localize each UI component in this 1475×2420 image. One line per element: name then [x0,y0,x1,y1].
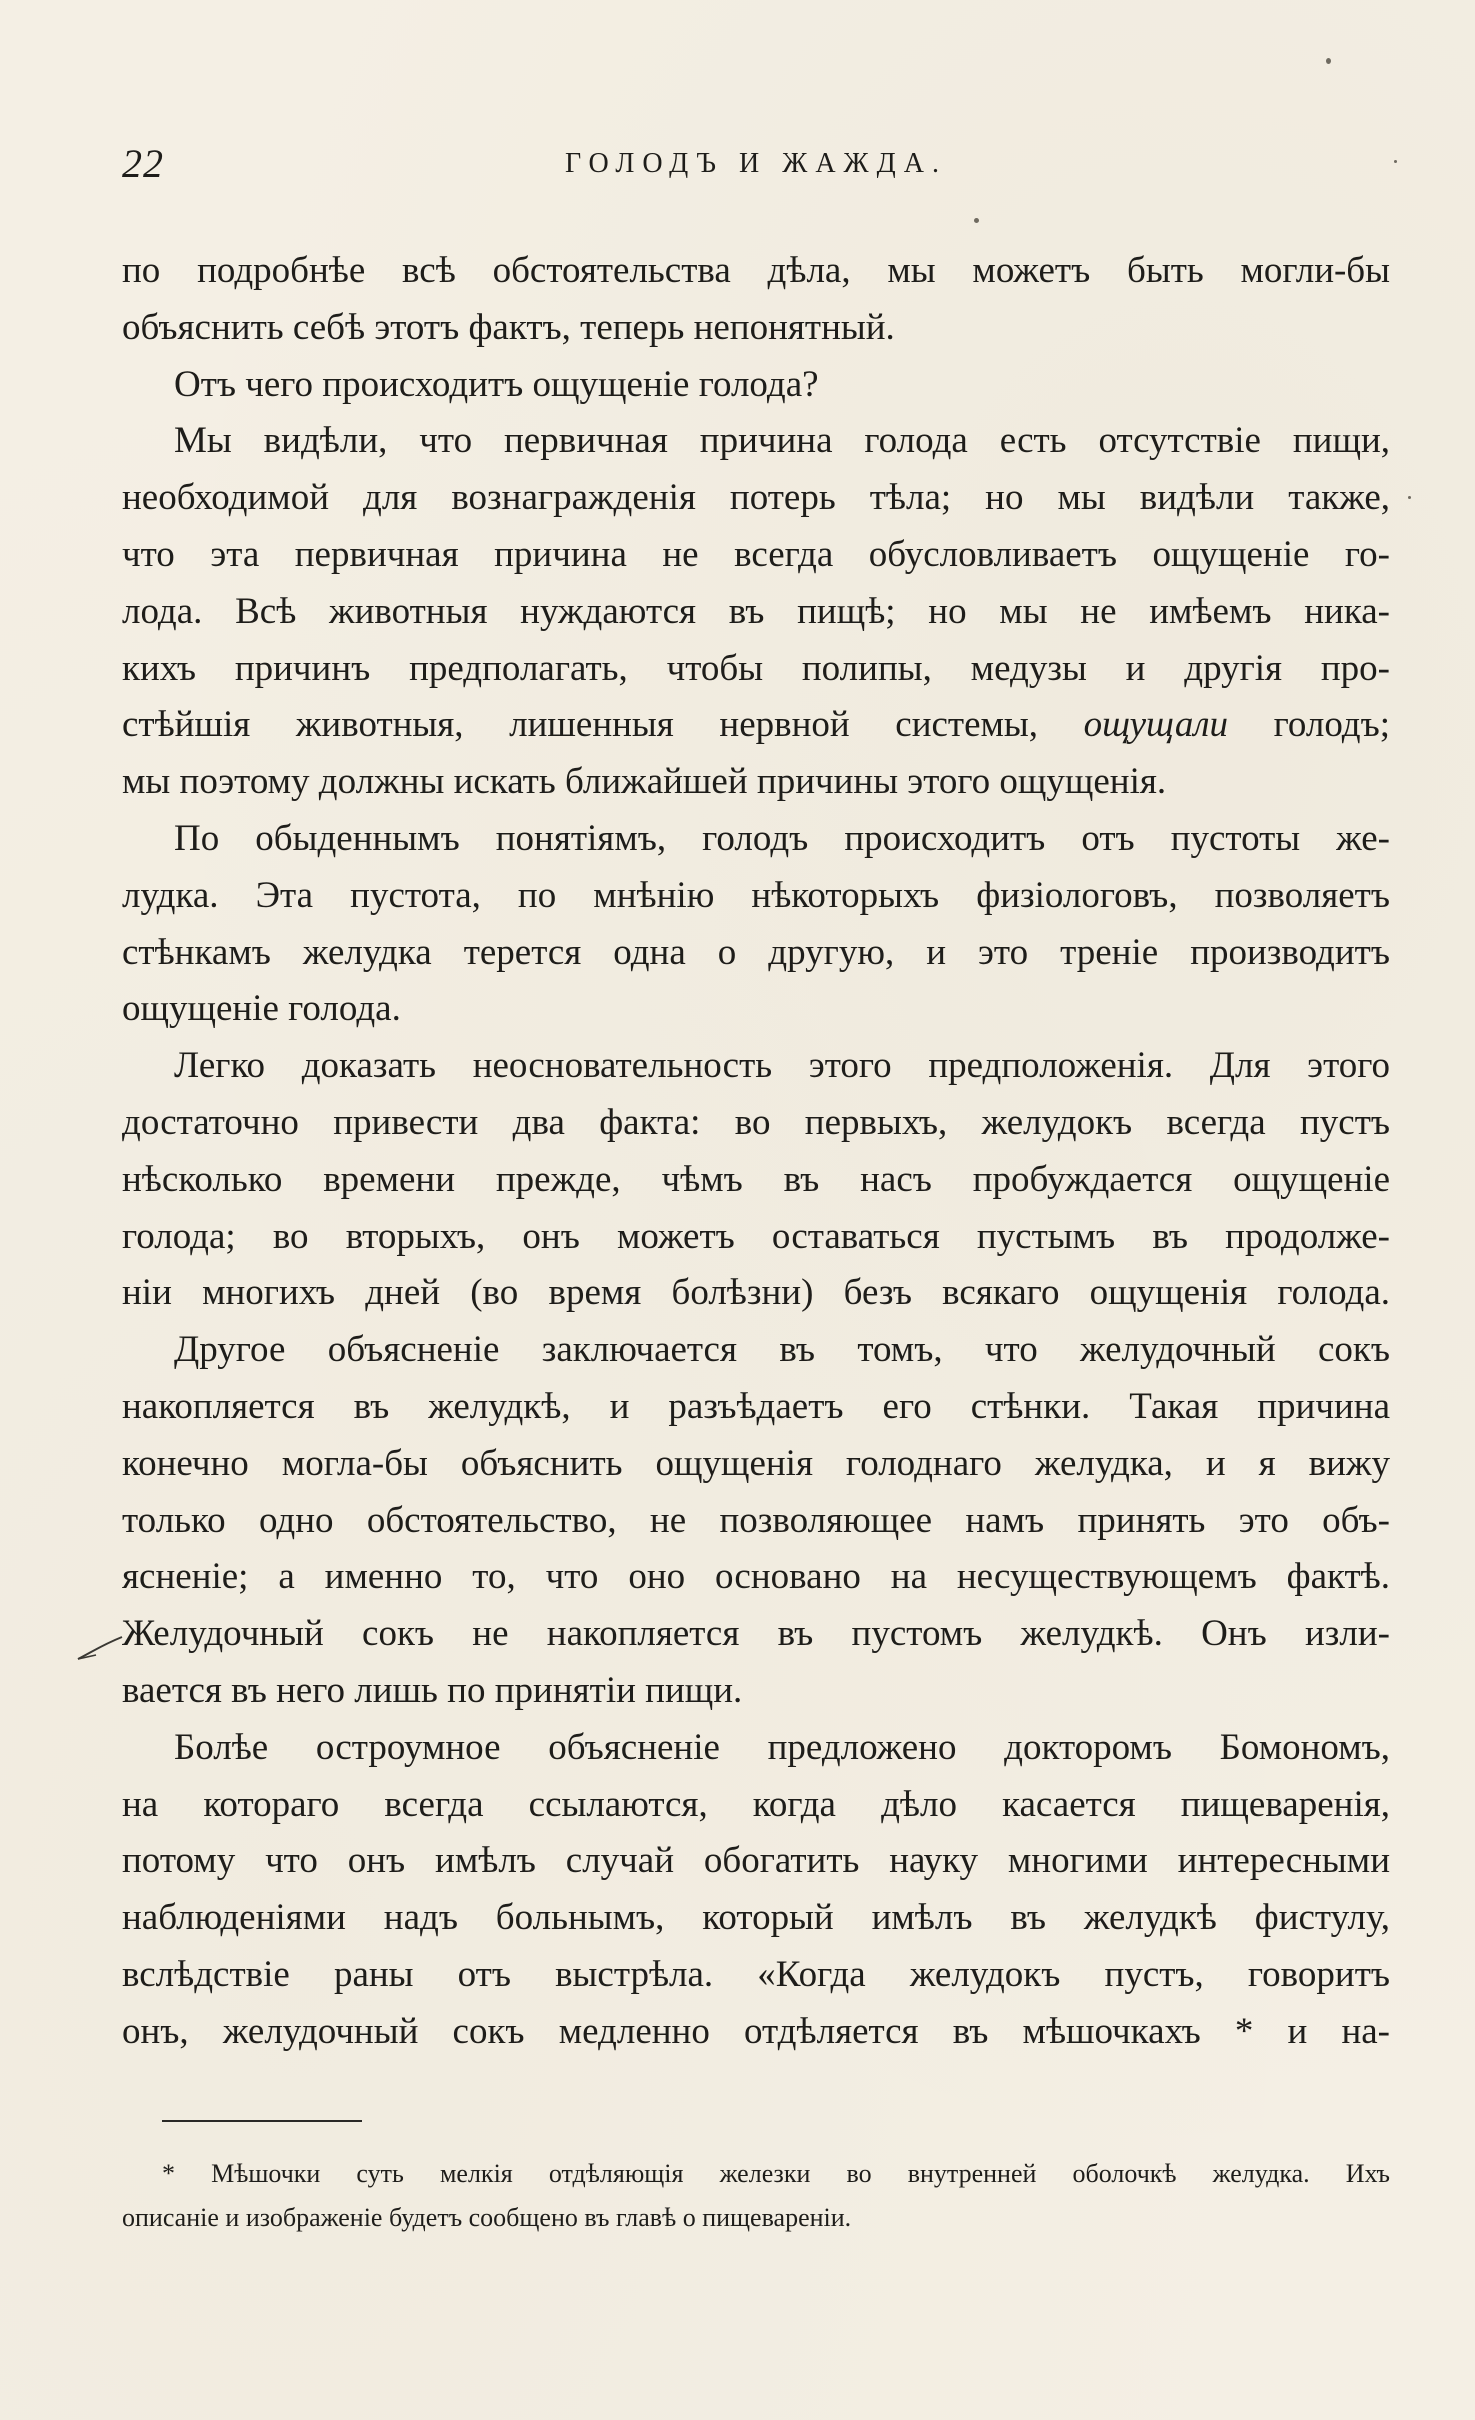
text-line: ощущеніе голода. [122,988,401,1030]
text-line: лудка. Эта пустота, по мнѣнію нѣкоторыхъ физіологовъ, позволяетъ [122,874,1390,916]
text-line: мы поэтому должны искать ближайшей причины этого ощущенія. [122,761,1167,803]
text-line: По обыденнымъ понятіямъ, голодъ происходитъ отъ пустоты же- [174,817,1390,859]
paper-speck [974,218,979,223]
text-line: достаточно привести два факта: во первыхъ, желудокъ всегда пустъ [122,1101,1390,1143]
text-line: необходимой для вознагражденія потерь тѣла; но мы видѣли также, [122,477,1390,519]
pencil-margin-mark [76,1633,126,1663]
text-segment: стѣйшія животныя, лишенныя нервной системы, [122,704,1039,746]
text-line: ніи многихъ дней (во время болѣзни) безъ всякаго ощущенія голода. [122,1272,1390,1314]
text-segment: голодъ; [1273,704,1390,746]
text-line: конечно могла-бы объяснить ощущенія голоднаго желудка, и я вижу [122,1442,1390,1484]
text-line: голода; во вторыхъ, онъ можетъ оставаться пустымъ въ продолже- [122,1215,1390,1257]
text-line: онъ, желудочный сокъ медленно отдѣляется въ мѣшочкахъ * и на- [122,2010,1390,2052]
text-line: Болѣе остроумное объясненіе предложено докторомъ Бомономъ, [174,1726,1390,1768]
text-line: объяснить себѣ этотъ фактъ, теперь непонятный. [122,306,895,348]
text-line: стѣнкамъ желудка терется одна о другую, и это треніе производитъ [122,931,1390,973]
paper-speck [1326,58,1331,64]
text-line: лода. Всѣ животныя нуждаются въ пищѣ; но мы не имѣемъ ника- [122,590,1390,632]
text-line: кихъ причинъ предполагать, чтобы полипы, медузы и другія про- [122,647,1390,689]
text-line: Другое объясненіе заключается въ томъ, что желудочный сокъ [174,1329,1390,1371]
footnote-line: описаніе и изображеніе будетъ сообщено въ главѣ о пищевареніи. [122,2203,852,2232]
text-line: Отъ чего происходитъ ощущеніе голода? [174,363,819,405]
body-text [122,243,1390,2061]
text-line: накопляется въ желудкѣ, и разъѣдаетъ его стѣнки. Такая причина [122,1385,1390,1427]
text-line: потому что онъ имѣлъ случай обогатить науку многими интересными [122,1840,1390,1882]
paper-speck [1408,496,1411,499]
footnote-line: * Мѣшочки суть мелкія отдѣляющія железки во внутренней оболочкѣ желудка. Ихъ [162,2159,1390,2188]
running-title: ГОЛОДЪ И ЖАЖДА. [565,148,947,179]
text-line: ясненіе; а именно то, что оно основано на несуществующемъ фактѣ. [122,1556,1390,1598]
text-line: что эта первичная причина не всегда обусловливаетъ ощущеніе го- [122,533,1390,575]
text-line: наблюденіями надъ больнымъ, который имѣлъ въ желудкѣ фистулу, [122,1897,1390,1939]
text-line [122,697,1390,754]
text-line: вслѣдствіе раны отъ выстрѣла. «Когда желудокъ пустъ, говоритъ [122,1953,1390,1995]
paper-speck [1394,160,1397,163]
footnote [122,2152,1390,2240]
text-line: Мы видѣли, что первичная причина голода есть отсутствіе пищи, [174,420,1390,462]
text-line: Легко доказать неосновательность этого предположенія. Для этого [174,1045,1390,1087]
text-line: на котораго всегда ссылаются, когда дѣло касается пищеваренія, [122,1783,1390,1825]
footnote-rule [162,2120,362,2122]
text-line: по подробнѣе всѣ обстоятельства дѣла, мы можетъ быть могли-бы [122,250,1390,291]
text-line: вается въ него лишь по принятіи пищи. [122,1669,743,1711]
page-header [122,140,1390,200]
page-number: 22 [122,141,164,186]
text-line: Желудочный сокъ не накопляется въ пустомъ желудкѣ. Онъ изли- [122,1613,1390,1655]
emphasized-word: ощущали [1083,704,1228,746]
text-line: нѣсколько времени прежде, чѣмъ въ насъ пробуждается ощущеніе [122,1158,1390,1200]
text-line: только одно обстоятельство, не позволяющее намъ принять это объ- [122,1499,1390,1541]
